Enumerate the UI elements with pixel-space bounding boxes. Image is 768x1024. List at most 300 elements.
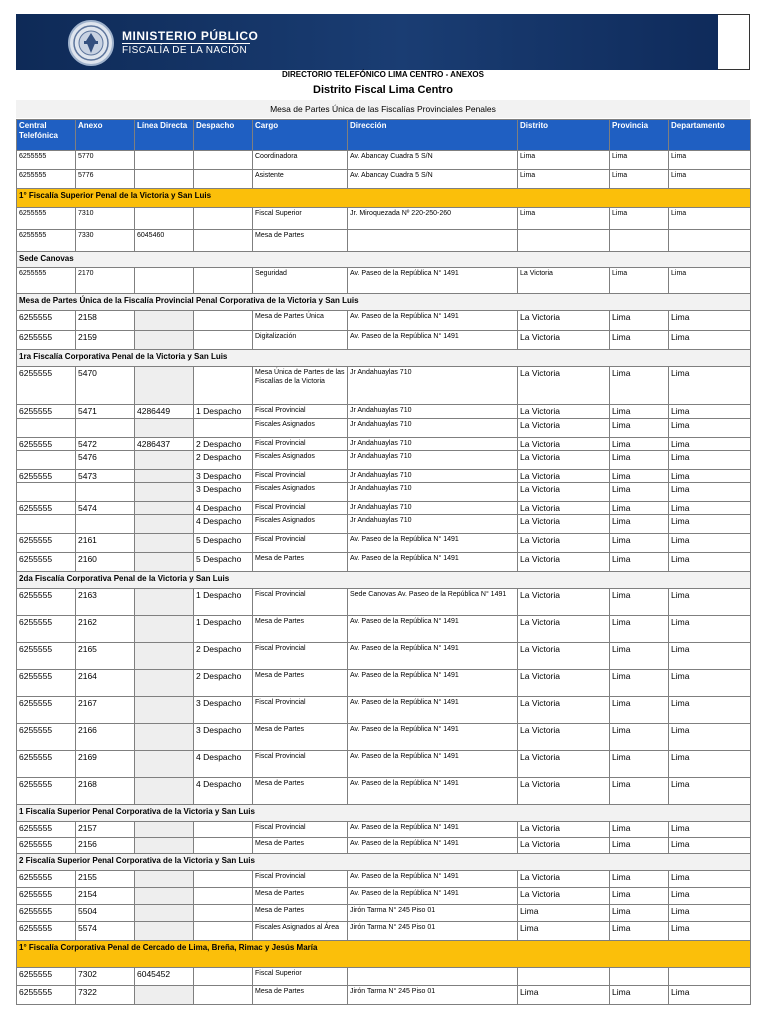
table-cell: 4286437: [135, 438, 194, 451]
section-header-row: [17, 854, 751, 871]
table-cell: [76, 515, 135, 534]
table-row: [17, 268, 751, 294]
table-cell: Lima: [669, 922, 751, 941]
table-cell: Av. Paseo de la República N° 1491: [348, 888, 518, 905]
table-cell: Lima: [669, 838, 751, 854]
table-cell: 6255555: [17, 697, 76, 724]
table-cell: 6255555: [17, 986, 76, 1005]
table-row: [17, 515, 751, 534]
section-header-row: [17, 294, 751, 311]
table-cell: Av. Paseo de la República N° 1491: [348, 311, 518, 331]
table-cell: La Victoria: [518, 515, 610, 534]
table-cell: Lima: [610, 534, 669, 553]
table-cell: Lima: [610, 922, 669, 941]
table-cell: Lima: [610, 724, 669, 751]
table-cell: Jirón Tarma N° 245 Piso 01: [348, 986, 518, 1005]
table-cell: Lima: [518, 170, 610, 189]
table-cell: 5472: [76, 438, 135, 451]
table-cell: Lima: [669, 451, 751, 470]
table-cell: La Victoria: [518, 724, 610, 751]
table-row: [17, 419, 751, 438]
table-cell: 2159: [76, 331, 135, 350]
table-cell: 2167: [76, 697, 135, 724]
table-cell: La Victoria: [518, 616, 610, 643]
table-cell: 2154: [76, 888, 135, 905]
table-cell: Lima: [669, 589, 751, 616]
table-cell: Lima: [610, 515, 669, 534]
table-cell: 3 Despacho: [194, 470, 253, 483]
table-cell: 2170: [76, 268, 135, 294]
table-cell: Lima: [669, 470, 751, 483]
table-cell: 6255555: [17, 405, 76, 419]
table-cell: Lima: [610, 822, 669, 838]
table-cell: [194, 367, 253, 405]
table-cell: 6255555: [17, 968, 76, 986]
table-cell: La Victoria: [518, 534, 610, 553]
table-cell: Jr Andahuaylas 710: [348, 438, 518, 451]
table-cell: 5 Despacho: [194, 534, 253, 553]
table-cell: Fiscal Provincial: [253, 438, 348, 451]
table-row: [17, 405, 751, 419]
table-row: [17, 616, 751, 643]
table-cell: La Victoria: [518, 502, 610, 515]
table-cell: Lima: [669, 778, 751, 805]
table-cell: 2155: [76, 871, 135, 888]
table-cell: Lima: [669, 986, 751, 1005]
table-cell: 6255555: [17, 724, 76, 751]
table-cell: [194, 822, 253, 838]
table-cell: Jr Andahuaylas 710: [348, 451, 518, 470]
table-cell: 2157: [76, 822, 135, 838]
table-row: [17, 905, 751, 922]
table-cell: [135, 822, 194, 838]
table-cell: 5476: [76, 451, 135, 470]
table-cell: Lima: [610, 311, 669, 331]
table-cell: Lima: [518, 986, 610, 1005]
table-cell: Lima: [610, 405, 669, 419]
table-cell: Jr Andahuaylas 710: [348, 405, 518, 419]
table-cell: Lima: [669, 670, 751, 697]
table-cell: 7302: [76, 968, 135, 986]
table-cell: Av. Paseo de la República N° 1491: [348, 534, 518, 553]
table-cell: 1 Despacho: [194, 616, 253, 643]
table-cell: [194, 311, 253, 331]
table-cell: La Victoria: [518, 670, 610, 697]
table-cell: La Victoria: [518, 405, 610, 419]
table-cell: 6255555: [17, 616, 76, 643]
table-cell: Fiscal Provincial: [253, 697, 348, 724]
table-cell: Jr Andahuaylas 710: [348, 419, 518, 438]
table-cell: [194, 922, 253, 941]
table-cell: 5770: [76, 151, 135, 170]
table-cell: La Victoria: [518, 451, 610, 470]
table-cell: Mesa de Partes: [253, 670, 348, 697]
table-cell: [194, 208, 253, 230]
table-cell: Fiscal Provincial: [253, 643, 348, 670]
table-cell: 6255555: [17, 888, 76, 905]
table-cell: La Victoria: [518, 778, 610, 805]
table-cell: Mesa de Partes: [253, 905, 348, 922]
table-cell: Lima: [610, 151, 669, 170]
table-cell: La Victoria: [518, 838, 610, 854]
table-cell: 6255555: [17, 367, 76, 405]
table-cell: 2161: [76, 534, 135, 553]
table-cell: Lima: [669, 697, 751, 724]
table-cell: La Victoria: [518, 470, 610, 483]
table-row: [17, 643, 751, 670]
table-cell: 5574: [76, 922, 135, 941]
table-cell: [610, 968, 669, 986]
table-cell: 7322: [76, 986, 135, 1005]
table-cell: Jirón Tarma N° 245 Piso 01: [348, 922, 518, 941]
table-cell: Av. Paseo de la República N° 1491: [348, 268, 518, 294]
table-row: [17, 778, 751, 805]
table-cell: Fiscal Provincial: [253, 822, 348, 838]
table-cell: 3 Despacho: [194, 697, 253, 724]
table-cell: Lima: [610, 367, 669, 405]
table-cell: [135, 208, 194, 230]
table-cell: Av. Paseo de la República N° 1491: [348, 838, 518, 854]
table-cell: 2 Despacho: [194, 451, 253, 470]
table-cell: 6255555: [17, 208, 76, 230]
table-cell: Lima: [610, 670, 669, 697]
column-header: Despacho: [194, 120, 253, 151]
table-cell: Lima: [669, 311, 751, 331]
table-cell: 2 Despacho: [194, 670, 253, 697]
table-cell: La Victoria: [518, 331, 610, 350]
table-cell: Mesa de Partes: [253, 616, 348, 643]
org-subname: FISCALÍA DE LA NACIÓN: [122, 45, 248, 56]
table-cell: [518, 968, 610, 986]
table-cell: Lima: [669, 871, 751, 888]
table-cell: La Victoria: [518, 697, 610, 724]
section-header-row: [17, 350, 751, 367]
institution-seal-icon: [68, 20, 114, 66]
page-subtitle: Mesa de Partes Única de las Fiscalías Provinciales Penales: [16, 100, 750, 118]
table-cell: Lima: [669, 331, 751, 350]
brand-divider: [122, 43, 250, 44]
table-cell: Fiscal Provincial: [253, 405, 348, 419]
table-cell: Fiscal Provincial: [253, 470, 348, 483]
table-cell: 5474: [76, 502, 135, 515]
table-cell: Lima: [610, 616, 669, 643]
table-cell: 6255555: [17, 905, 76, 922]
table-cell: Fiscales Asignados: [253, 419, 348, 438]
table-cell: [135, 905, 194, 922]
table-cell: 2163: [76, 589, 135, 616]
table-cell: Av. Abancay Cuadra 5 S/N: [348, 170, 518, 189]
table-cell: [348, 230, 518, 252]
table-cell: [135, 888, 194, 905]
table-cell: Lima: [669, 905, 751, 922]
table-cell: Lima: [669, 483, 751, 502]
table-cell: 6255555: [17, 838, 76, 854]
table-cell: Lima: [669, 405, 751, 419]
table-cell: [194, 268, 253, 294]
table-cell: 2156: [76, 838, 135, 854]
table-cell: [194, 888, 253, 905]
table-cell: 2164: [76, 670, 135, 697]
table-cell: 1 Despacho: [194, 405, 253, 419]
table-cell: Mesa de Partes: [253, 230, 348, 252]
table-cell: Av. Paseo de la República N° 1491: [348, 724, 518, 751]
table-row: [17, 367, 751, 405]
table-cell: Mesa de Partes: [253, 986, 348, 1005]
section-title: 1 Fiscalía Superior Penal Corporativa de la Victoria y San Luis: [17, 805, 751, 822]
table-cell: 6255555: [17, 534, 76, 553]
table-row: [17, 534, 751, 553]
table-cell: Av. Paseo de la República N° 1491: [348, 331, 518, 350]
table-cell: [135, 871, 194, 888]
table-cell: Mesa Única de Partes de las Fiscalías de la Victoria: [253, 367, 348, 405]
table-cell: 2165: [76, 643, 135, 670]
table-cell: Lima: [610, 986, 669, 1005]
table-row: [17, 483, 751, 502]
table-row: [17, 922, 751, 941]
table-cell: 4 Despacho: [194, 502, 253, 515]
table-cell: [135, 697, 194, 724]
table-cell: Lima: [610, 643, 669, 670]
table-row: [17, 822, 751, 838]
table-cell: Fiscal Provincial: [253, 589, 348, 616]
table-cell: [194, 151, 253, 170]
table-cell: 6255555: [17, 871, 76, 888]
table-cell: Asistente: [253, 170, 348, 189]
table-cell: 6255555: [17, 553, 76, 572]
table-row: [17, 502, 751, 515]
table-cell: La Victoria: [518, 553, 610, 572]
section-header-row: [17, 805, 751, 822]
header-right-cell: [718, 14, 750, 70]
table-cell: Jirón Tarma N° 245 Piso 01: [348, 905, 518, 922]
table-cell: Lima: [669, 888, 751, 905]
table-cell: Lima: [610, 483, 669, 502]
column-header: Cargo: [253, 120, 348, 151]
table-cell: Lima: [669, 534, 751, 553]
table-cell: Lima: [610, 905, 669, 922]
table-cell: Av. Paseo de la República N° 1491: [348, 751, 518, 778]
table-cell: [135, 470, 194, 483]
table-cell: 6255555: [17, 170, 76, 189]
section-title: 1° Fiscalía Superior Penal de la Victoria y San Luis: [17, 189, 751, 208]
table-cell: 6255555: [17, 670, 76, 697]
table-row: [17, 170, 751, 189]
table-cell: Lima: [669, 553, 751, 572]
table-cell: [17, 451, 76, 470]
table-cell: [669, 968, 751, 986]
column-header: Distrito: [518, 120, 610, 151]
table-cell: Jr Andahuaylas 710: [348, 483, 518, 502]
table-row: [17, 670, 751, 697]
table-cell: Lima: [518, 151, 610, 170]
table-cell: Jr Andahuaylas 710: [348, 502, 518, 515]
table-cell: Jr Andahuaylas 710: [348, 515, 518, 534]
table-row: [17, 230, 751, 252]
table-cell: Av. Abancay Cuadra 5 S/N: [348, 151, 518, 170]
table-cell: Lima: [610, 438, 669, 451]
column-header: Central Telefónica: [17, 120, 76, 151]
table-cell: 2169: [76, 751, 135, 778]
table-cell: 6255555: [17, 643, 76, 670]
table-row: [17, 724, 751, 751]
table-cell: La Victoria: [518, 751, 610, 778]
table-cell: Fiscal Superior: [253, 208, 348, 230]
table-cell: [135, 451, 194, 470]
table-cell: 3 Despacho: [194, 724, 253, 751]
table-cell: Fiscal Provincial: [253, 502, 348, 515]
table-body: [17, 151, 751, 1005]
table-cell: Lima: [610, 553, 669, 572]
table-cell: [135, 922, 194, 941]
table-row: [17, 311, 751, 331]
table-cell: [135, 367, 194, 405]
table-cell: Lima: [669, 208, 751, 230]
column-header: Línea Directa: [135, 120, 194, 151]
table-cell: [17, 515, 76, 534]
table-cell: Lima: [610, 751, 669, 778]
table-cell: Fiscales Asignados al Área: [253, 922, 348, 941]
table-cell: 6255555: [17, 151, 76, 170]
table-cell: 6045460: [135, 230, 194, 252]
table-cell: 5504: [76, 905, 135, 922]
table-cell: Fiscal Provincial: [253, 751, 348, 778]
column-header: Provincia: [610, 120, 669, 151]
table-cell: La Victoria: [518, 822, 610, 838]
table-cell: Lima: [610, 170, 669, 189]
table-cell: [76, 419, 135, 438]
table-cell: [17, 483, 76, 502]
table-cell: [194, 905, 253, 922]
table-cell: Av. Paseo de la República N° 1491: [348, 616, 518, 643]
table-cell: Lima: [669, 419, 751, 438]
table-cell: Lima: [669, 151, 751, 170]
table-cell: Lima: [610, 268, 669, 294]
table-cell: Mesa de Partes: [253, 724, 348, 751]
table-cell: Lima: [610, 331, 669, 350]
table-cell: Mesa de Partes: [253, 778, 348, 805]
section-header-row: [17, 941, 751, 968]
table-cell: Lima: [669, 367, 751, 405]
table-cell: [135, 331, 194, 350]
section-title: 2da Fiscalía Corporativa Penal de la Victoria y San Luis: [17, 572, 751, 589]
table-cell: 5473: [76, 470, 135, 483]
table-cell: Lima: [610, 419, 669, 438]
table-cell: 6255555: [17, 589, 76, 616]
table-cell: Av. Paseo de la República N° 1491: [348, 670, 518, 697]
table-cell: Lima: [669, 643, 751, 670]
table-cell: Fiscal Provincial: [253, 534, 348, 553]
table-row: [17, 871, 751, 888]
table-cell: Digitalización: [253, 331, 348, 350]
table-cell: 6255555: [17, 438, 76, 451]
table-cell: Seguridad: [253, 268, 348, 294]
table-cell: 4286449: [135, 405, 194, 419]
table-cell: Mesa de Partes Única: [253, 311, 348, 331]
table-row: [17, 751, 751, 778]
table-cell: 6255555: [17, 268, 76, 294]
table-cell: [194, 986, 253, 1005]
table-cell: 6045452: [135, 968, 194, 986]
table-cell: 1 Despacho: [194, 589, 253, 616]
table-cell: La Victoria: [518, 268, 610, 294]
table-cell: 5 Despacho: [194, 553, 253, 572]
table-cell: [135, 268, 194, 294]
table-cell: [135, 515, 194, 534]
section-header-row: [17, 572, 751, 589]
table-cell: 5776: [76, 170, 135, 189]
table-row: [17, 986, 751, 1005]
table-cell: 6255555: [17, 778, 76, 805]
table-cell: 2166: [76, 724, 135, 751]
table-cell: La Victoria: [518, 367, 610, 405]
table-cell: [135, 778, 194, 805]
table-cell: [135, 170, 194, 189]
table-cell: 2 Despacho: [194, 643, 253, 670]
table-cell: Lima: [610, 502, 669, 515]
table-cell: [135, 986, 194, 1005]
table-cell: 6255555: [17, 230, 76, 252]
table-row: [17, 888, 751, 905]
table-cell: [135, 724, 194, 751]
section-title: 1° Fiscalía Corporativa Penal de Cercado de Lima, Breña, Rimac y Jesús María: [17, 941, 751, 968]
table-cell: [135, 643, 194, 670]
table-cell: Fiscales Asignados: [253, 515, 348, 534]
table-cell: [76, 483, 135, 502]
table-cell: Av. Paseo de la República N° 1491: [348, 822, 518, 838]
table-row: [17, 838, 751, 854]
table-cell: Jr. Miroquezada Nº 220-250-260: [348, 208, 518, 230]
table-cell: Lima: [610, 697, 669, 724]
table-cell: Lima: [518, 922, 610, 941]
table-cell: [135, 616, 194, 643]
table-cell: 4 Despacho: [194, 751, 253, 778]
table-cell: 2162: [76, 616, 135, 643]
table-cell: Coordinadora: [253, 151, 348, 170]
org-name: MINISTERIO PÚBLICO: [122, 29, 259, 43]
table-cell: Jr Andahuaylas 710: [348, 367, 518, 405]
table-cell: [135, 589, 194, 616]
table-cell: [610, 230, 669, 252]
table-cell: La Victoria: [518, 438, 610, 451]
table-cell: [135, 151, 194, 170]
table-cell: Lima: [669, 616, 751, 643]
table-cell: [17, 419, 76, 438]
table-cell: Lima: [669, 751, 751, 778]
table-cell: La Victoria: [518, 483, 610, 502]
table-row: [17, 208, 751, 230]
table-cell: [135, 483, 194, 502]
table-cell: 6255555: [17, 922, 76, 941]
table-cell: Sede Canovas Av. Paseo de la República N° 1491: [348, 589, 518, 616]
table-cell: [135, 553, 194, 572]
table-row: [17, 451, 751, 470]
table-cell: La Victoria: [518, 419, 610, 438]
section-title: 1ra Fiscalía Corporativa Penal de la Victoria y San Luis: [17, 350, 751, 367]
table-cell: Jr Andahuaylas 710: [348, 470, 518, 483]
table-cell: [135, 502, 194, 515]
section-header-row: [17, 252, 751, 268]
table-cell: [194, 170, 253, 189]
table-row: [17, 553, 751, 572]
table-row: [17, 697, 751, 724]
table-cell: Fiscal Provincial: [253, 871, 348, 888]
table-cell: 6255555: [17, 311, 76, 331]
directory-table: [16, 119, 751, 1005]
section-title: Mesa de Partes Única de la Fiscalía Provincial Penal Corporativa de la Victoria y San Luis: [17, 294, 751, 311]
column-header: Departamento: [669, 120, 751, 151]
table-cell: Av. Paseo de la República N° 1491: [348, 871, 518, 888]
column-header: Anexo: [76, 120, 135, 151]
